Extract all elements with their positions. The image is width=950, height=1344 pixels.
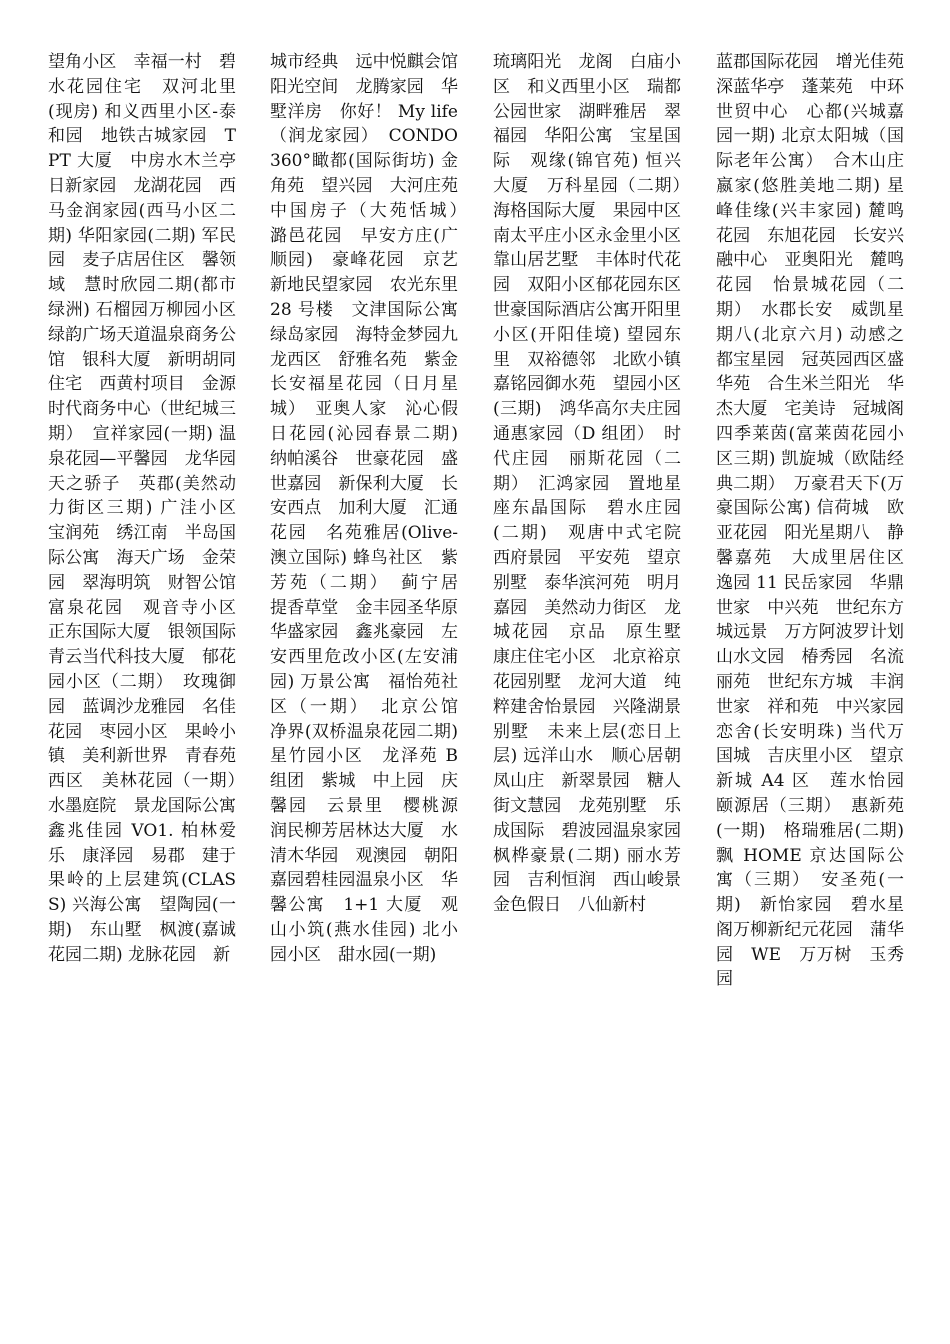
text-column-4: 蓝郡国际花园 增光佳苑 深蓝华亭 蓬莱苑 中环世贸中心 心都(兴城嘉园一期) 北京太阳城（国际老年公寓） 合木山庄 嬴家(悠胜美地二期) 星峰佳缘(兴丰家园) 麓鸣花园 东旭花园 长安兴融中心 亚奥阳光 麓鸣花园 怡景城花园（二期） 水郡长安 威凯星期八(北京六月) 动感之都宝星园 冠英园西区盛华苑 合生米兰阳光 华杰大厦 宅美诗 冠城阁 四季莱茵(富莱茵花园小区三期) 凯旋城（欧陆经典二期） 万豪君天下(万豪国际公寓) 信荷城 欧亚花园 阳光星期八 静馨嘉苑 大成里居住区 逸园 11 民岳家园 华鼎世家 中兴苑 世纪东方城远景 万方阿波罗计划 山水文园 椿秀园 名流丽苑 世纪东方城 丰润世家 祥和苑 中兴家园 恋舍(长安明珠) 当代万国城 吉庆里小区 望京新城 A4 区 莲水怡园 颐源居（三期） 惠新苑(一期) 格瑞雅居(二期) 飘 HOME 京达国际公寓（三期） 安圣苑(一期) 新怡家园 碧水星阁万柳新纪元花园 蒲华园 WE 万万树 玉秀园	[716, 52, 921, 990]
text-column-3: 琉璃阳光 龙阁 白庙小区 和义西里小区 瑞都公园世家 湖畔雅居 翠福园 华阳公寓 宝星国际 观缘(锦官苑) 恒兴大厦 万科星园（二期） 海格国际大厦 果园中区 南太平庄小区永金里小区 靠山居艺墅 丰体时代花园 双阳小区郁花园东区 世豪国际酒店公寓开阳里小区(开阳佳境) 望园东里 双裕德邻 北欧小镇 嘉铭园御水苑 望园小区(三期) 鸿华高尔夫庄园 通惠家园（D 组团） 时代庄园 丽斯花园（二期） 汇鸿家园 置地星座东晶国际 碧水庄园(二期) 观唐中式宅院 西府景园 平安苑 望京别墅 泰华滨河苑 明月嘉园 美然动力街区 龙城花园 京品 原生墅 康庄住宅小区 北京裕京花园别墅 龙河大道 纯粹建舍怡景园 兴隆湖景别墅 未来上层(恋日上层) 远洋山水 顺心居朝凤山庄 新翠景园 糖人街文慧园 龙苑别墅 乐成国际 碧波园温泉家园 枫桦豪景(二期) 丽水芳园 吉利恒润 西山峻景金色假日 八仙新村	[493, 52, 698, 916]
text-column-1: 望角小区 幸福一村 碧水花园住宅 双河北里(现房) 和义西里小区-泰和园 地铁古城家园 TPT 大厦 中房水木兰亭 日新家园 龙湖花园 西马金润家园(西马小区二期) 华阳家园(二期) 军民园 麦子店居住区 馨领域 慧时欣园二期(都市绿洲) 石榴园万柳园小区 绿韵广场天道温泉商务公馆 银科大厦 新明胡同住宅 西黄村项目 金源时代商务中心（世纪城三期） 宣祥家园(一期) 温泉花园—平馨园 龙华园 天之骄子 英郡(美然动力街区三期) 广洼小区 宝润苑 绣江南 半岛国际公寓 海天广场 金荣园 翠海明筑 财智公馆 富泉花园 观音寺小区 正东国际大厦 银领国际 青云当代科技大厦 郁花园小区（二期） 玫瑰御园 蓝调沙龙雅园 名佳花园 枣园小区 果岭小镇 美利新世界 青春苑西区 美林花园（一期） 水墨庭院 景龙国际公寓 鑫兆佳园 VO1. 柏林爱乐 康泽园 易郡 建于果岭的上层建筑(CLASS) 兴海公寓 望陶园(一期) 东山墅 枫渡(嘉诚花园二期) 龙脉花园 新	[48, 52, 253, 965]
text-column-2: 城市经典 远中悦麒会馆 阳光空间 龙腾家园 华墅洋房 你好！ My life（润龙家园） CONDO360°瞰都(国际街坊) 金角苑 望兴园 大河庄苑 中国房子（大苑恬城） 潞邑花园 早安方庄(广顺园) 豪峰花园 京艺新地民望家园 农光东里 28 号楼 文津国际公寓 绿岛家园 海特金梦园九龙西区 舒雅名苑 紫金长安福星花园（日月星城） 亚奥人家 沁心假日花园(沁园春景二期) 纳帕溪谷 世豪花园 盛世嘉园 新保利大厦 长安西点 加利大厦 汇通花园 名苑雅居(Olive-澳立国际) 蜂鸟社区 紫芳苑（二期） 蓟宁居 提香草堂 金丰园圣华原 华盛家园 鑫兆豪园 左安西里危改小区(左安浦园) 万景公寓 福怡苑社区（一期） 北京公馆 净界(双桥温泉花园二期) 星竹园小区 龙泽苑 B 组团 紫城 中上园 庆馨园 云景里 樱桃源 润民柳芳居林达大厦 水清木华园 观澳园 朝阳嘉园碧桂园温泉小区 华馨公寓 1+1 大厦 观山小筑(燕水佳园) 北小园小区 甜水园(一期)	[270, 52, 475, 965]
